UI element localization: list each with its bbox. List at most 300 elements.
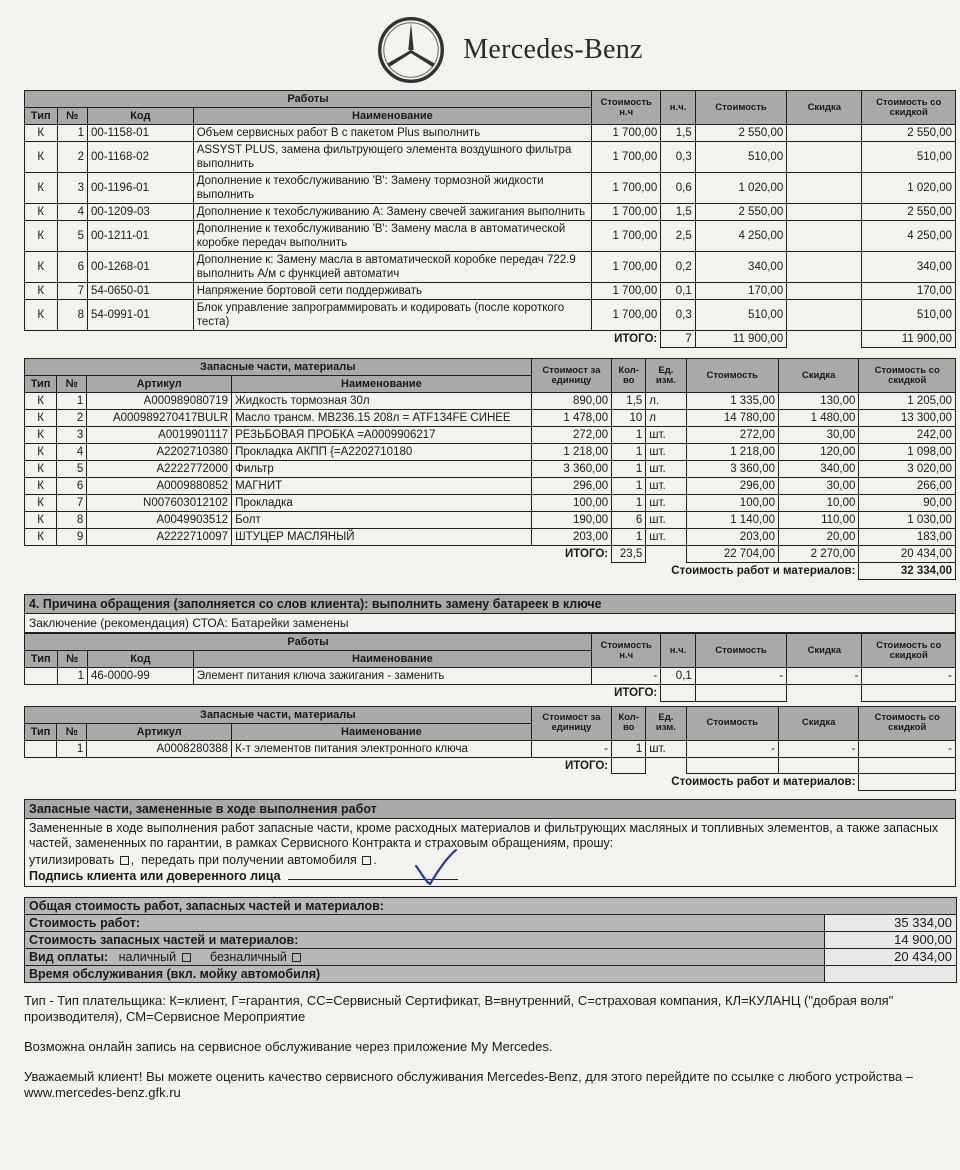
- s4p-col-name: Наименование: [232, 723, 532, 740]
- summary-time-value: [825, 965, 957, 982]
- row-unit-price: 1 700,00: [592, 204, 661, 221]
- row-num: 8: [57, 512, 87, 529]
- row-discount: [787, 173, 862, 204]
- summary-works-label: Стоимость работ:: [25, 914, 825, 931]
- row-num: 6: [57, 478, 87, 495]
- row-num: 1: [57, 393, 87, 410]
- row-cost-disc: 1 098,00: [859, 444, 956, 461]
- parts-col-unit: Ед. изм.: [646, 359, 686, 393]
- row-name: ШТУЦЕР МАСЛЯНЫЙ: [232, 529, 532, 546]
- row-name: Жидкость тормозная 30л: [232, 393, 532, 410]
- s4p-cost-disc: -: [859, 740, 956, 757]
- row-num: 3: [57, 427, 87, 444]
- brand-header: [64, 10, 956, 90]
- row-hours: 1,5: [661, 125, 696, 142]
- row-cost: 272,00: [686, 427, 778, 444]
- parts-total-discount: 2 270,00: [778, 546, 858, 563]
- row-discount: 30,00: [778, 478, 858, 495]
- row-cost: 1 335,00: [686, 393, 778, 410]
- table-row: [25, 410, 956, 427]
- row-cost: 2 550,00: [695, 204, 786, 221]
- row-article: N007603012102: [87, 495, 232, 512]
- table-row: [25, 444, 956, 461]
- row-discount: 30,00: [778, 427, 858, 444]
- works-col-num: №: [57, 108, 87, 125]
- s4w-total-row: [25, 685, 956, 702]
- row-name: Дополнение к техобслуживанию 'В': Замену тормозной жидкости выполнить: [193, 173, 591, 204]
- row-cost: 100,00: [686, 495, 778, 512]
- s4w-cost-disc: -: [862, 668, 956, 685]
- row-discount: [787, 283, 862, 300]
- row-name: Дополнение к техобслуживанию А: Замену свечей зажигания выполнить: [193, 204, 591, 221]
- works-col-code: Код: [88, 108, 194, 125]
- row-cost-disc: 13 300,00: [859, 410, 956, 427]
- row-unit: шт.: [646, 512, 686, 529]
- works-col-cost: Стоимость: [695, 91, 786, 125]
- parts-rows: [25, 393, 956, 546]
- row-hours: 0,6: [661, 173, 696, 204]
- row-cost-disc: 242,00: [859, 427, 956, 444]
- service-invoice: [24, 10, 956, 1101]
- replaced-text-block: [24, 819, 956, 887]
- brand-name: Mercedes-Benz: [463, 34, 643, 65]
- row-cost: 3 360,00: [686, 461, 778, 478]
- s4w-num: 1: [57, 668, 87, 685]
- row-hours: 0,1: [661, 283, 696, 300]
- s4p-unit-price: -: [531, 740, 611, 757]
- row-type: К: [25, 461, 57, 478]
- cashless-checkbox[interactable]: [292, 953, 301, 962]
- row-type: К: [25, 252, 58, 283]
- summary-time-label: Время обслуживания (вкл. мойку автомобиля): [25, 965, 825, 982]
- s4p-cost: -: [686, 740, 778, 757]
- table-row: [25, 125, 956, 142]
- row-type: К: [25, 495, 57, 512]
- table-row: [25, 512, 956, 529]
- s4p-col-discount: Скидка: [778, 706, 858, 740]
- s4p-qty: 1: [612, 740, 646, 757]
- parts-total-label: ИТОГО:: [565, 548, 609, 561]
- works-col-unit-price: Стоимость н.ч: [592, 91, 661, 125]
- row-cost: 2 550,00: [695, 125, 786, 142]
- row-article: A0009880852: [87, 478, 232, 495]
- row-unit-price: 1 218,00: [531, 444, 611, 461]
- row-code: 00-1158-01: [88, 125, 194, 142]
- row-num: 6: [57, 252, 87, 283]
- works-total-cost: 11 900,00: [695, 331, 786, 348]
- row-discount: 130,00: [778, 393, 858, 410]
- row-num: 2: [57, 142, 87, 173]
- row-qty: 1: [612, 427, 646, 444]
- parts-col-unit-price: Стоимост за единицу: [531, 359, 611, 393]
- row-name: Прокладка: [232, 495, 532, 512]
- row-num: 2: [57, 410, 87, 427]
- section4-works-table: [24, 633, 956, 702]
- s4p-col-type: Тип: [25, 723, 57, 740]
- row-discount: [787, 204, 862, 221]
- row-unit-price: 1 478,00: [531, 410, 611, 427]
- row-num: 9: [57, 529, 87, 546]
- row-cost: 1 140,00: [686, 512, 778, 529]
- row-cost: 170,00: [695, 283, 786, 300]
- row-num: 5: [57, 461, 87, 478]
- row-cost: 1 020,00: [695, 173, 786, 204]
- row-hours: 0,2: [661, 252, 696, 283]
- s4p-col-cost: Стоимость: [686, 706, 778, 740]
- s4w-col-num: №: [57, 651, 87, 668]
- s4p-col-article: Артикул: [87, 723, 232, 740]
- parts-total-cost-disc: 20 434,00: [859, 546, 956, 563]
- table-row: [25, 740, 956, 757]
- row-qty: 1: [612, 461, 646, 478]
- s4p-article: A0008280388: [87, 740, 232, 757]
- row-name: Болт: [232, 512, 532, 529]
- row-unit-price: 1 700,00: [592, 252, 661, 283]
- table-row: [25, 461, 956, 478]
- row-name: Объем сервисных работ В с пакетом Plus выполнить: [193, 125, 591, 142]
- row-name: ASSYST PLUS, замена фильтрующего элемента воздушного фильтра выполнить: [193, 142, 591, 173]
- row-qty: 6: [612, 512, 646, 529]
- dispose-checkbox[interactable]: [120, 856, 129, 865]
- row-discount: 120,00: [778, 444, 858, 461]
- row-unit: шт.: [646, 427, 686, 444]
- row-hours: 0,3: [661, 142, 696, 173]
- s4p-col-qty: Кол-во: [612, 706, 646, 740]
- parts-table: [24, 358, 956, 580]
- works-col-name: Наименование: [193, 108, 591, 125]
- s4w-unit-price: -: [592, 668, 661, 685]
- row-type: К: [25, 427, 57, 444]
- row-type: К: [25, 529, 57, 546]
- parts-grand-value: 32 334,00: [859, 563, 956, 580]
- row-article: A0049903512: [87, 512, 232, 529]
- three-pointed-star-icon: [377, 16, 445, 84]
- row-cost-disc: 510,00: [862, 142, 956, 173]
- parts-grand-label: Стоимость работ и материалов:: [671, 565, 856, 578]
- replaced-title: Запасные части, замененные в ходе выполнения работ: [24, 799, 956, 819]
- summary-table: [24, 897, 957, 983]
- works-table: [24, 90, 956, 348]
- row-unit: шт.: [646, 495, 686, 512]
- parts-col-num: №: [57, 376, 87, 393]
- s4w-total-label: ИТОГО:: [614, 687, 658, 699]
- row-num: 4: [57, 204, 87, 221]
- row-unit: шт.: [646, 461, 686, 478]
- row-type: К: [25, 283, 58, 300]
- parts-total-row: [25, 546, 956, 563]
- row-article: A000989270417BULR: [87, 410, 232, 427]
- s4p-total-label: ИТОГО:: [565, 759, 609, 772]
- row-type: К: [25, 221, 58, 252]
- s4p-col-unit-price: Стоимост за единицу: [531, 706, 611, 740]
- row-unit-price: 1 700,00: [592, 125, 661, 142]
- s4w-col-name: Наименование: [193, 651, 591, 668]
- row-name: Прокладка АКПП {=A2202710180: [232, 444, 532, 461]
- replaced-options: утилизировать , передать при получении автомобиля .: [29, 852, 377, 867]
- row-unit: л: [646, 410, 686, 427]
- row-num: 5: [57, 221, 87, 252]
- option-dispose-label: утилизировать: [29, 852, 115, 867]
- row-type: К: [25, 173, 58, 204]
- handwritten-check-icon: [412, 848, 458, 888]
- row-code: 00-1168-02: [88, 142, 194, 173]
- row-cost-disc: 1 205,00: [859, 393, 956, 410]
- s4p-type: [25, 740, 57, 757]
- table-row: [25, 173, 956, 204]
- section4-conclusion: Заключение (рекомендация) СТОА: Батарейки заменены: [24, 614, 956, 633]
- table-row: [25, 478, 956, 495]
- works-col-type: Тип: [25, 108, 58, 125]
- s4p-col-num: №: [57, 723, 87, 740]
- s4p-name: К-т элементов питания электронного ключа: [232, 740, 532, 757]
- row-unit-price: 203,00: [531, 529, 611, 546]
- cash-checkbox[interactable]: [182, 953, 191, 962]
- row-type: К: [25, 300, 58, 331]
- row-discount: [787, 142, 862, 173]
- s4w-name: Элемент питания ключа зажигания - заменить: [193, 668, 591, 685]
- s4p-col-unit: Ед. изм.: [646, 706, 686, 740]
- payer-type-legend: Тип - Тип плательщика: К=клиент, Г=гарантия, СС=Сервисный Сертификат, В=внутренний, С=страховая компания, КЛ=КУЛАНЦ ("добрая воля" производителя), СМ=Сервисное Мероприятие: [24, 992, 894, 1024]
- s4w-discount: -: [787, 668, 862, 685]
- row-code: 54-0991-01: [88, 300, 194, 331]
- row-cost: 510,00: [695, 300, 786, 331]
- row-num: 7: [57, 495, 87, 512]
- cash-label: наличный: [118, 949, 177, 964]
- row-name: Фильтр: [232, 461, 532, 478]
- row-type: К: [25, 512, 57, 529]
- row-name: Напряжение бортовой сети поддерживать: [193, 283, 591, 300]
- row-discount: 110,00: [778, 512, 858, 529]
- s4w-hours: 0,1: [661, 668, 696, 685]
- row-cost-disc: 1 030,00: [859, 512, 956, 529]
- row-unit: шт.: [646, 478, 686, 495]
- row-article: A2202710380: [87, 444, 232, 461]
- row-article: A0019901117: [87, 427, 232, 444]
- section4-parts-table: [24, 706, 956, 791]
- row-cost-disc: 1 020,00: [862, 173, 956, 204]
- row-discount: 1 480,00: [778, 410, 858, 427]
- row-type: К: [25, 142, 58, 173]
- row-cost-disc: 3 020,00: [859, 461, 956, 478]
- row-qty: 1: [612, 495, 646, 512]
- row-cost-disc: 90,00: [859, 495, 956, 512]
- table-row: [25, 252, 956, 283]
- summary-works-value: 35 334,00: [825, 914, 957, 931]
- s4p-total-row: [25, 757, 956, 774]
- row-unit-price: 296,00: [531, 478, 611, 495]
- footer: [24, 993, 956, 1101]
- s4p-grand-row: [25, 774, 956, 791]
- row-code: 00-1196-01: [88, 173, 194, 204]
- row-type: К: [25, 478, 57, 495]
- s4p-num: 1: [57, 740, 87, 757]
- s4w-code: 46-0000-99: [88, 668, 194, 685]
- s4p-col-cost-disc: Стоимость со скидкой: [859, 706, 956, 740]
- row-cost-disc: 183,00: [859, 529, 956, 546]
- row-unit: шт.: [646, 444, 686, 461]
- row-type: К: [25, 444, 57, 461]
- row-type: К: [25, 125, 58, 142]
- summary-payment-value: 20 434,00: [825, 948, 957, 965]
- table-row: [25, 221, 956, 252]
- parts-col-article: Артикул: [87, 376, 232, 393]
- online-booking-note: Возможна онлайн запись на сервисное обслуживание через приложение My Mercedes.: [24, 1038, 553, 1054]
- row-num: 7: [57, 283, 87, 300]
- row-code: 00-1209-03: [88, 204, 194, 221]
- works-col-discount: Скидка: [787, 91, 862, 125]
- row-name: Дополнение к: Замену масла в автоматической коробке передач 722.9 выполнить А/м с функцией автоматич: [193, 252, 591, 283]
- table-row: [25, 283, 956, 300]
- row-discount: 340,00: [778, 461, 858, 478]
- parts-col-type: Тип: [25, 376, 57, 393]
- signature-label: Подпись клиента или доверенного лица: [29, 868, 281, 883]
- row-article: A000989080719: [87, 393, 232, 410]
- row-unit-price: 1 700,00: [592, 173, 661, 204]
- s4p-grand-label: Стоимость работ и материалов:: [671, 776, 856, 788]
- section4-title: 4. Причина обращения (заполняется со слов клиента): выполнить замену батареек в ключе: [24, 594, 956, 614]
- parts-col-cost: Стоимость: [686, 359, 778, 393]
- row-unit-price: 890,00: [531, 393, 611, 410]
- row-type: К: [25, 204, 58, 221]
- row-qty: 10: [612, 410, 646, 427]
- row-type: К: [25, 393, 57, 410]
- row-qty: 1: [612, 444, 646, 461]
- row-unit-price: 190,00: [531, 512, 611, 529]
- payment-label: Вид оплаты:: [29, 949, 109, 964]
- table-row: [25, 495, 956, 512]
- row-cost: 14 780,00: [686, 410, 778, 427]
- row-cost: 340,00: [695, 252, 786, 283]
- row-hours: 1,5: [661, 204, 696, 221]
- s4w-col-hours: н.ч.: [661, 634, 696, 668]
- row-unit-price: 272,00: [531, 427, 611, 444]
- row-num: 4: [57, 444, 87, 461]
- s4w-type: [25, 668, 58, 685]
- table-row: [25, 427, 956, 444]
- row-num: 3: [57, 173, 87, 204]
- row-qty: 1: [612, 529, 646, 546]
- rating-note: Уважаемый клиент! Вы можете оценить качество сервисного обслуживания Mercedes-Benz, для этого перейдите по ссылке с любого устройства – www.mercedes-benz.gfk.ru: [24, 1068, 914, 1100]
- row-num: 8: [57, 300, 87, 331]
- row-code: 00-1268-01: [88, 252, 194, 283]
- row-name: Масло трансм. MB236.15 208л = ATF134FE СИНЕЕ: [232, 410, 532, 427]
- row-cost: 4 250,00: [695, 221, 786, 252]
- row-cost-disc: 510,00: [862, 300, 956, 331]
- s4w-col-cost-disc: Стоимость со скидкой: [862, 634, 956, 668]
- row-cost: 203,00: [686, 529, 778, 546]
- row-cost: 296,00: [686, 478, 778, 495]
- row-cost-disc: 340,00: [862, 252, 956, 283]
- summary-parts-label: Стоимость запасных частей и материалов:: [25, 931, 825, 948]
- s4w-cost: -: [695, 668, 786, 685]
- row-num: 1: [57, 125, 87, 142]
- parts-col-name: Наименование: [232, 376, 532, 393]
- row-hours: 0,3: [661, 300, 696, 331]
- s4w-col-unit-price: Стоимость н.ч: [592, 634, 661, 668]
- row-unit-price: 1 700,00: [592, 221, 661, 252]
- row-code: 54-0650-01: [88, 283, 194, 300]
- summary-parts-value: 14 900,00: [825, 931, 957, 948]
- row-cost-disc: 170,00: [862, 283, 956, 300]
- row-cost: 1 218,00: [686, 444, 778, 461]
- s4w-col-type: Тип: [25, 651, 58, 668]
- parts-total-cost: 22 704,00: [686, 546, 778, 563]
- row-discount: 20,00: [778, 529, 858, 546]
- table-row: [25, 142, 956, 173]
- row-cost: 510,00: [695, 142, 786, 173]
- row-name: МАГНИТ: [232, 478, 532, 495]
- row-article: A2222710097: [87, 529, 232, 546]
- works-title: Работы: [25, 91, 592, 108]
- row-discount: [787, 125, 862, 142]
- works-total-label: ИТОГО:: [614, 333, 658, 346]
- s4w-col-discount: Скидка: [787, 634, 862, 668]
- works-total-row: [25, 331, 956, 348]
- row-discount: [787, 300, 862, 331]
- row-name: РЕЗЬБОВАЯ ПРОБКА =A0009906217: [232, 427, 532, 444]
- s4w-col-cost: Стоимость: [695, 634, 786, 668]
- parts-col-cost-disc: Стоимость со скидкой: [859, 359, 956, 393]
- row-discount: [787, 252, 862, 283]
- row-cost-disc: 2 550,00: [862, 125, 956, 142]
- section4-works-title: Работы: [25, 634, 592, 651]
- row-unit: шт.: [646, 529, 686, 546]
- works-total-cost-disc: 11 900,00: [862, 331, 956, 348]
- signature-row: [29, 869, 951, 884]
- row-qty: 1: [612, 478, 646, 495]
- row-code: 00-1211-01: [88, 221, 194, 252]
- parts-col-qty: Кол-во: [612, 359, 646, 393]
- table-row: [25, 393, 956, 410]
- parts-title: Запасные части, материалы: [25, 359, 532, 376]
- table-row: [25, 668, 956, 685]
- row-discount: [787, 221, 862, 252]
- table-row: [25, 300, 956, 331]
- cashless-label: безналичный: [209, 949, 287, 964]
- table-row: [25, 529, 956, 546]
- parts-grand-row: [25, 563, 956, 580]
- row-unit-price: 1 700,00: [592, 300, 661, 331]
- works-col-cost-disc: Стоимость со скидкой: [862, 91, 956, 125]
- row-cost-disc: 266,00: [859, 478, 956, 495]
- s4p-discount: -: [778, 740, 858, 757]
- row-unit-price: 100,00: [531, 495, 611, 512]
- row-unit-price: 1 700,00: [592, 142, 661, 173]
- hand-over-checkbox[interactable]: [362, 856, 371, 865]
- works-col-hours: н.ч.: [661, 91, 696, 125]
- row-discount: 10,00: [778, 495, 858, 512]
- s4w-col-code: Код: [88, 651, 194, 668]
- works-rows: [25, 125, 956, 331]
- row-article: A2222772000: [87, 461, 232, 478]
- parts-col-discount: Скидка: [778, 359, 858, 393]
- row-type: К: [25, 410, 57, 427]
- row-name: Блок управление запрограммировать и кодировать (после короткого теста): [193, 300, 591, 331]
- row-unit: л.: [646, 393, 686, 410]
- row-qty: 1,5: [612, 393, 646, 410]
- option-hand-label: передать при получении автомобиля: [141, 852, 357, 867]
- payment-row: [25, 948, 825, 965]
- row-name: Дополнение к техобслуживанию 'В': Замену масла в автоматической коробке передач выполнить: [193, 221, 591, 252]
- row-cost-disc: 2 550,00: [862, 204, 956, 221]
- row-unit-price: 3 360,00: [531, 461, 611, 478]
- row-cost-disc: 4 250,00: [862, 221, 956, 252]
- table-row: [25, 204, 956, 221]
- row-hours: 2,5: [661, 221, 696, 252]
- replaced-text: Замененные в ходе выполнения работ запасные части, кроме расходных материалов и фильтрующих масляных и топливных элементов, а также запасных частей, замененных по гарантии, в рамках Сервисного Контракта и страховым обращениям, прошу:: [29, 820, 939, 850]
- summary-title: Общая стоимость работ, запасных частей и материалов:: [25, 897, 957, 914]
- row-unit-price: 1 700,00: [592, 283, 661, 300]
